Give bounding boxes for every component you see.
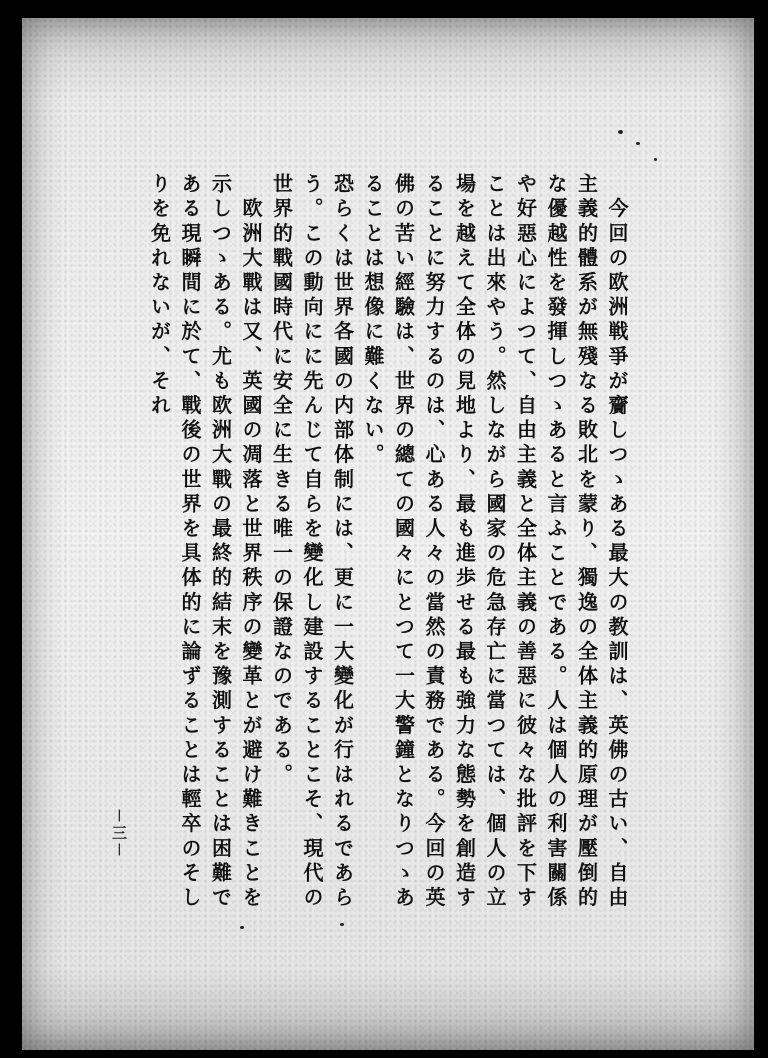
ink-speck: [636, 142, 640, 145]
paragraph-3: 欧洲大戰は又、英國の凋落と世界秩序の變革とが避け難きことを示しつゝある。尤も欧洲大戰の最終的結末を豫測することは困難である現瞬間に於て、戰後の世界を具体的に論ずることは輕卒のそしりを免れないが、それ: [147, 173, 263, 911]
ink-speck: [654, 158, 657, 161]
paragraph-2: 恐らくは世界各國の内部体制には、更に一大變化が行はれるであらう。この動向にに先んじて自らを變化し建設することこそ、現代の世界的戰國時代に安全に生きる唯一の保證なのである。: [269, 173, 355, 911]
paragraph-1: 今回の欧洲戦爭が齎しつゝある最大の教訓は、英佛の古い、自由主義的體系が無殘なる敗北を蒙り、獨逸の全体主義的原理が壓倒的な優越性を發揮しつゝあると言ふことである。人は個人の利害關係や好惡心によつて、自由主義と全体主義の善惡に彼々な批評を下すことは出來やう。然しながら國家の危急存亡に當つては、個人の立場を越えて全体の見地より、最も進歩せる最も強力な態勢を創造することに努力するのは、心ある人々の當然の責務である。今回の英佛の苦い經驗は、世界の總ての國々にとつて一大警鐘となりつゝあることは想像に難くない。: [361, 173, 629, 911]
body-text: [132, 173, 632, 933]
ink-speck: [340, 923, 344, 926]
scanned-page: [22, 18, 754, 1050]
ink-speck: [240, 926, 244, 929]
ink-speck: [618, 130, 623, 134]
page-number: －三－: [110, 808, 128, 860]
